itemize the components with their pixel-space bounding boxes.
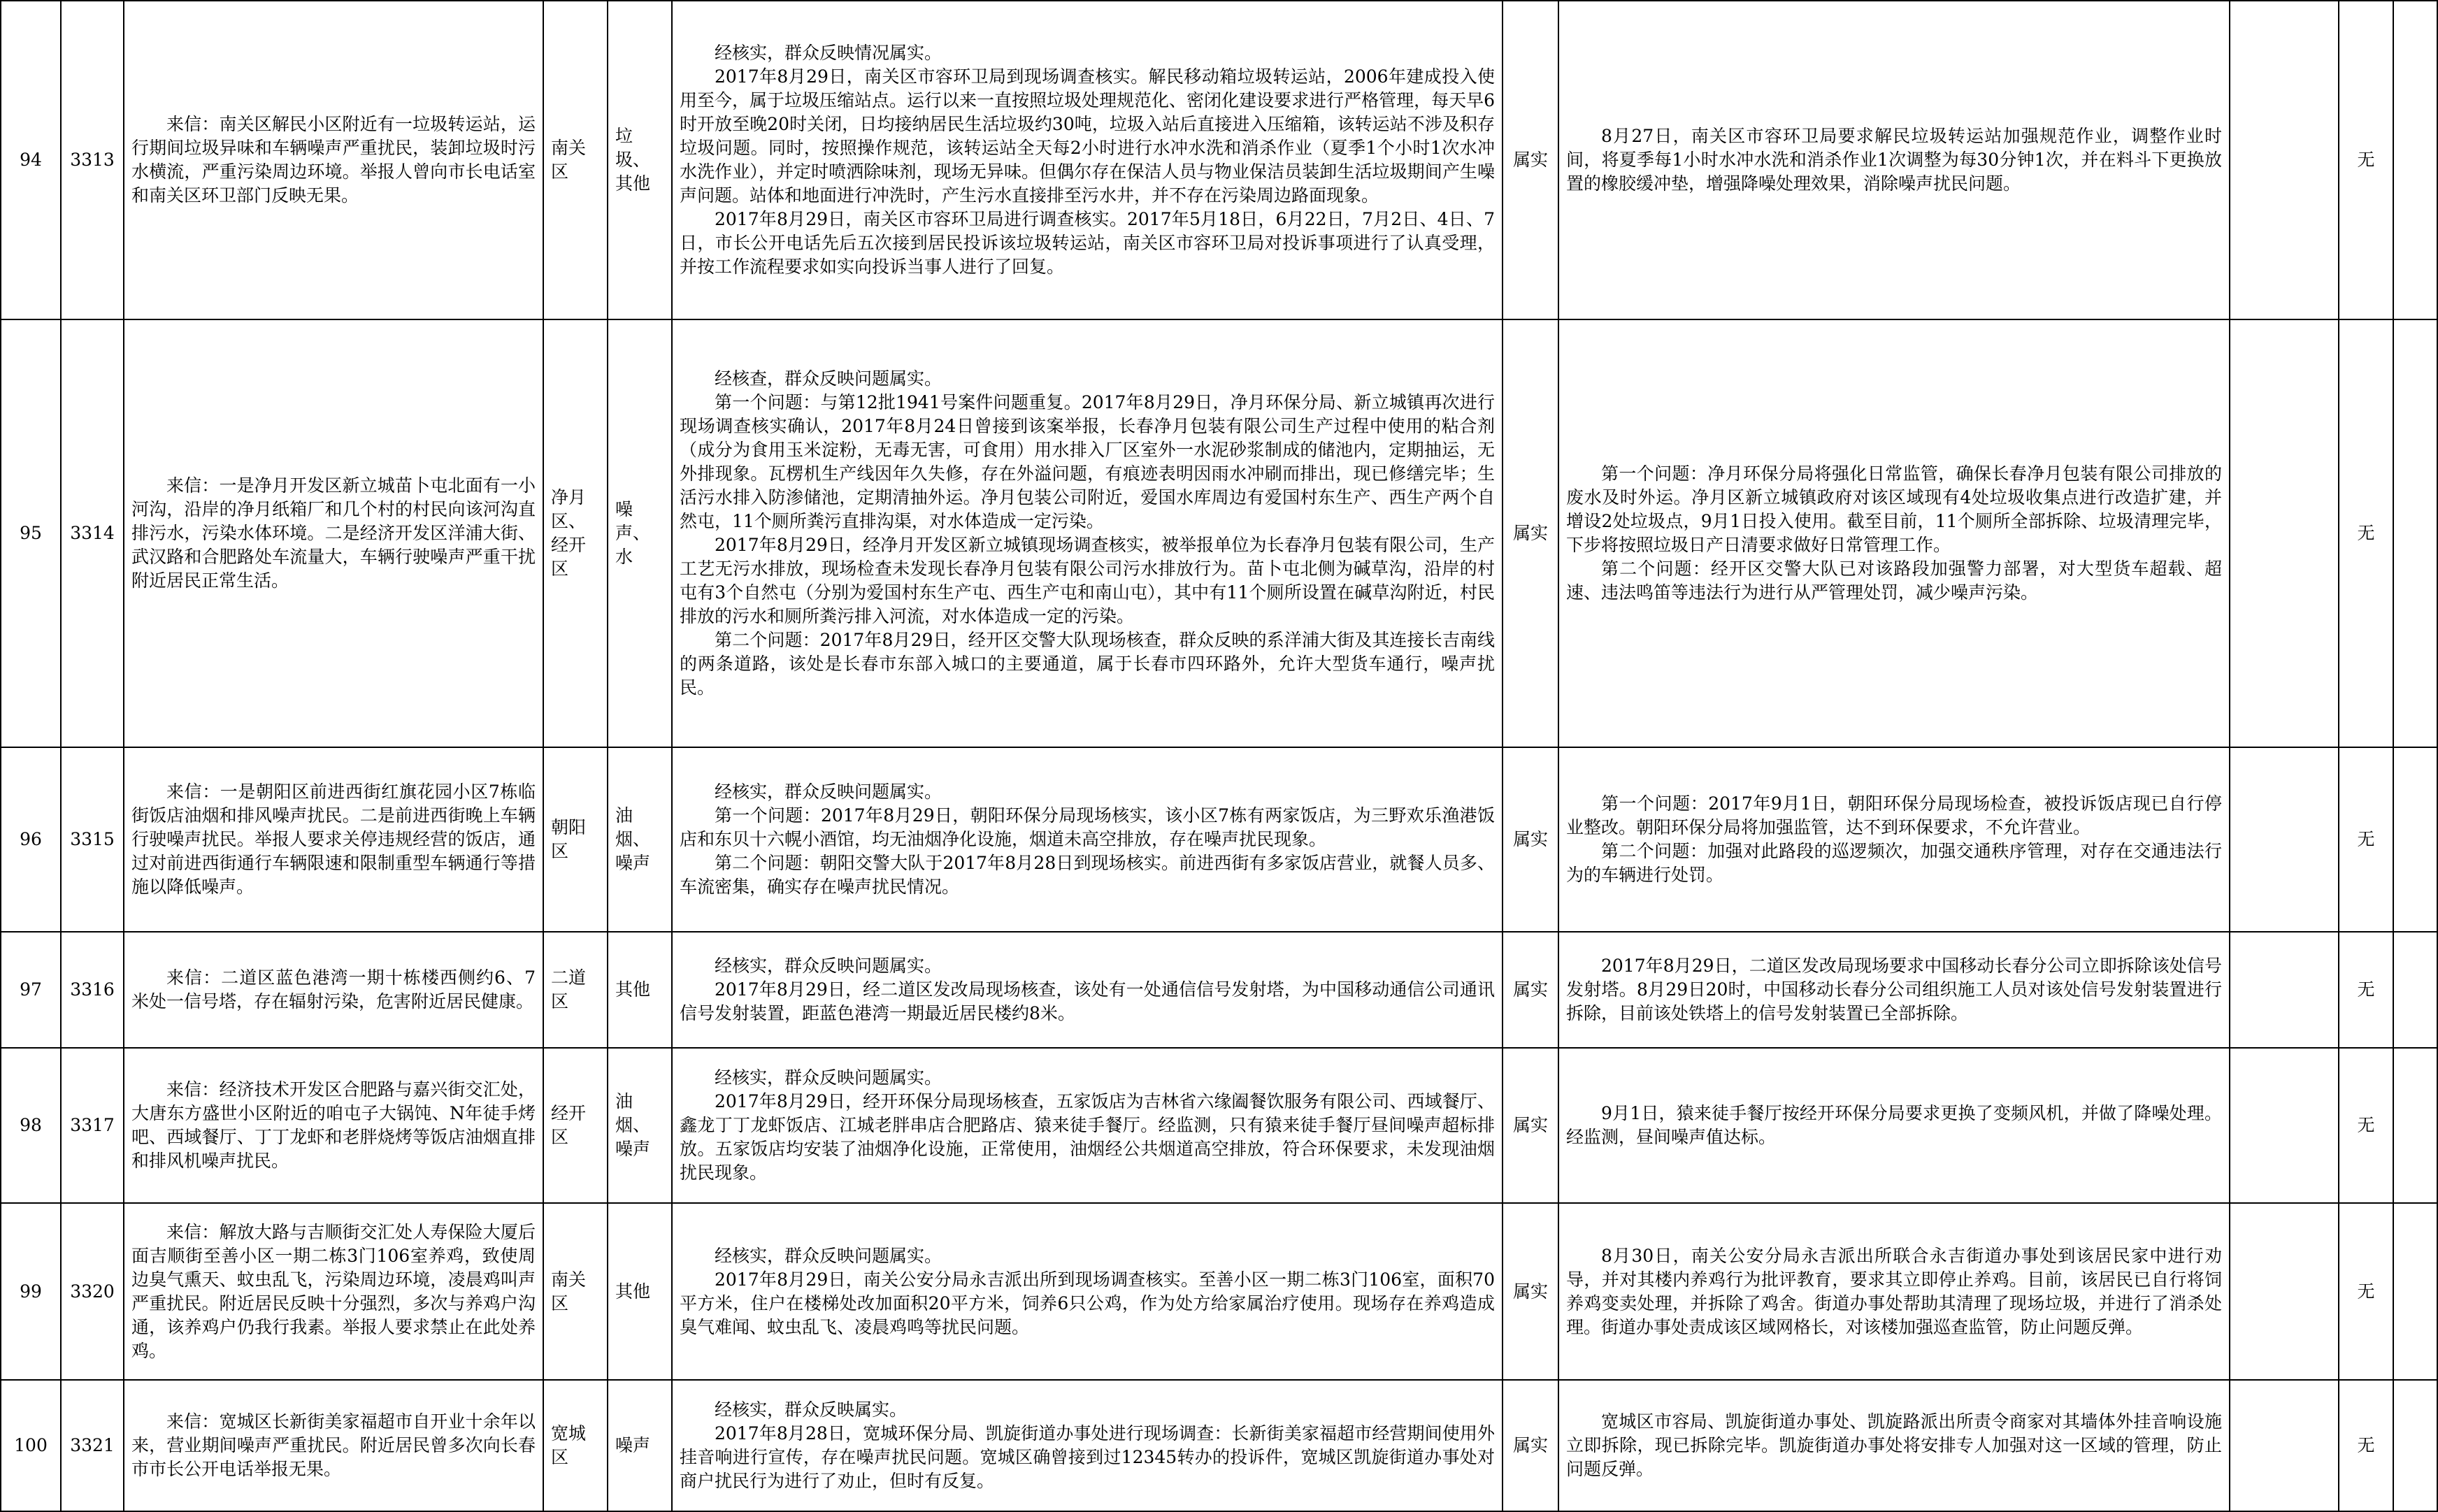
complaint-cell bbox=[124, 932, 543, 1048]
complaint-text: 来信：南关区解民小区附近有一垃圾转运站，运行期间垃圾异味和车辆噪声严重扰民，装卸垃圾时污水横流，严重污染周边环境。举报人曾向市长电话室和南关区环卫部门反映无果。 bbox=[131, 114, 536, 206]
investigation-paragraph: 经核实，群众反映情况属实。 bbox=[715, 43, 942, 63]
investigation-cell bbox=[672, 319, 1503, 747]
blank-cell bbox=[2393, 1203, 2437, 1380]
blank-cell bbox=[2230, 932, 2339, 1048]
row-number: 97 bbox=[1, 932, 61, 1048]
table-row bbox=[1, 932, 2437, 1048]
investigation-cell bbox=[672, 1203, 1503, 1380]
case-number: 3321 bbox=[61, 1380, 124, 1511]
type-cell: 油烟、噪声 bbox=[608, 1048, 672, 1203]
result-cell: 属实 bbox=[1503, 319, 1558, 747]
complaint-text: 来信：经济技术开发区合肥路与嘉兴街交汇处，大唐东方盛世小区附近的咱屯子大锅饨、N年徒手烤吧、西域餐厅、丁丁龙虾和老胖烧烤等饭店油烟直排和排风机噪声扰民。 bbox=[131, 1079, 536, 1171]
result-cell: 属实 bbox=[1503, 1, 1558, 319]
case-number: 3314 bbox=[61, 319, 124, 747]
handling-cell bbox=[1558, 1203, 2230, 1380]
district-cell: 经开区 bbox=[543, 1048, 608, 1203]
blank-cell bbox=[2230, 747, 2339, 932]
handling-cell bbox=[1558, 1048, 2230, 1203]
investigation-cell bbox=[672, 747, 1503, 932]
handling-paragraph: 8月27日，南关区市容环卫局要求解民垃圾转运站加强规范作业，调整作业时间，将夏季每1小时水冲水洗和消杀作业1次调整为每30分钟1次，并在料斗下更换放置的橡胶缓冲垫，增强降噪处理效果，消除噪声扰民问题。 bbox=[1566, 126, 2222, 194]
table-row bbox=[1, 747, 2437, 932]
blank-cell bbox=[2230, 1048, 2339, 1203]
investigation-paragraph: 经核查，群众反映问题属实。 bbox=[715, 368, 942, 389]
complaint-text: 来信：一是净月开发区新立城苗卜屯北面有一小河沟，沿岸的净月纸箱厂和几个村的村民向该河沟直排污水，污染水体环境。二是经济开发区洋浦大街、武汉路和合肥路处车流量大，车辆行驶噪声严重干扰附近居民正常生活。 bbox=[131, 475, 536, 591]
result-cell: 属实 bbox=[1503, 1203, 1558, 1380]
handling-cell bbox=[1558, 1, 2230, 319]
case-number: 3313 bbox=[61, 1, 124, 319]
investigation-cell bbox=[672, 1048, 1503, 1203]
district-cell: 二道区 bbox=[543, 932, 608, 1048]
case-number: 3315 bbox=[61, 747, 124, 932]
case-number: 3317 bbox=[61, 1048, 124, 1203]
row-number: 96 bbox=[1, 747, 61, 932]
row-number: 99 bbox=[1, 1203, 61, 1380]
investigation-paragraph: 经核实，群众反映问题属实。 bbox=[715, 956, 942, 976]
type-cell: 垃圾、其他 bbox=[608, 1, 672, 319]
blank-cell bbox=[2393, 1048, 2437, 1203]
accountability-cell: 无 bbox=[2339, 747, 2393, 932]
investigation-paragraph: 经核实，群众反映问题属实。 bbox=[715, 1245, 942, 1266]
complaint-text: 来信：解放大路与吉顺街交汇处人寿保险大厦后面吉顺街至善小区一期二栋3门106室养鸡，致使周边臭气熏天、蚊虫乱飞，污染周边环境，凌晨鸡叫声严重扰民。附近居民反映十分强烈，多次与养鸡户沟通，该养鸡户仍我行我素。举报人要求禁止在此处养鸡。 bbox=[131, 1221, 536, 1361]
accountability-cell: 无 bbox=[2339, 1, 2393, 319]
type-cell: 油烟、噪声 bbox=[608, 747, 672, 932]
accountability-cell: 无 bbox=[2339, 1048, 2393, 1203]
complaint-cell bbox=[124, 1380, 543, 1511]
accountability-cell: 无 bbox=[2339, 932, 2393, 1048]
type-cell: 其他 bbox=[608, 932, 672, 1048]
result-cell: 属实 bbox=[1503, 1048, 1558, 1203]
complaint-cell bbox=[124, 1048, 543, 1203]
handling-paragraph: 宽城区市容局、凯旋街道办事处、凯旋路派出所责令商家对其墙体外挂音响设施立即拆除，现已拆除完毕。凯旋街道办事处将安排专人加强对这一区域的管理，防止问题反弹。 bbox=[1566, 1411, 2222, 1479]
handling-paragraph: 9月1日，猿来徒手餐厅按经开环保分局要求更换了变频风机，并做了降噪处理。经监测，昼间噪声值达标。 bbox=[1566, 1103, 2222, 1147]
type-cell: 噪声、水 bbox=[608, 319, 672, 747]
investigation-paragraph: 第二个问题：朝阳交警大队于2017年8月28日到现场核实。前进西街有多家饭店营业，就餐人员多、车流密集，确实存在噪声扰民情况。 bbox=[680, 853, 1495, 897]
blank-cell bbox=[2393, 319, 2437, 747]
accountability-cell: 无 bbox=[2339, 1380, 2393, 1511]
handling-paragraph: 第一个问题：净月环保分局将强化日常监管，确保长春净月包装有限公司排放的废水及时外运。净月区新立城镇政府对该区域现有4处垃圾收集点进行改造扩建，并增设2处垃圾点，9月1日投入使用。截至目前，11个厕所全部拆除、垃圾清理完毕，下步将按照垃圾日产日清要求做好日常管理工作。 bbox=[1566, 463, 2222, 555]
handling-cell bbox=[1558, 932, 2230, 1048]
district-cell: 宽城区 bbox=[543, 1380, 608, 1511]
complaint-text: 来信：一是朝阳区前进西街红旗花园小区7栋临街饭店油烟和排风噪声扰民。二是前进西街晚上车辆行驶噪声扰民。举报人要求关停违规经营的饭店，通过对前进西街通行车辆限速和限制重型车辆通行等措施以降低噪声。 bbox=[131, 782, 536, 897]
handling-cell bbox=[1558, 1380, 2230, 1511]
investigation-cell bbox=[672, 1, 1503, 319]
investigation-paragraph: 第一个问题：2017年8月29日，朝阳环保分局现场核实，该小区7栋有两家饭店，为三野欢乐渔港饭店和东贝十六幌小酒馆，均无油烟净化设施，烟道未高空排放，存在噪声扰民现象。 bbox=[680, 805, 1495, 849]
investigation-cell bbox=[672, 1380, 1503, 1511]
table-row bbox=[1, 1048, 2437, 1203]
blank-cell bbox=[2230, 319, 2339, 747]
investigation-paragraph: 第二个问题：2017年8月29日，经开区交警大队现场核查，群众反映的系洋浦大街及其连接长吉南线的两条道路，该处是长春市东部入城口的主要通道，属于长春市四环路外，允许大型货车通行，噪声扰民。 bbox=[680, 630, 1495, 698]
table-row bbox=[1, 1203, 2437, 1380]
blank-cell bbox=[2230, 1, 2339, 319]
blank-cell bbox=[2230, 1380, 2339, 1511]
row-number: 100 bbox=[1, 1380, 61, 1511]
handling-cell bbox=[1558, 747, 2230, 932]
district-cell: 朝阳区 bbox=[543, 747, 608, 932]
row-number: 94 bbox=[1, 1, 61, 319]
investigation-paragraph: 2017年8月29日，南关区市容环卫局进行调查核实。2017年5月18日，6月22日，7月2日、4日、7日，市长公开电话先后五次接到居民投诉该垃圾转运站，南关区市容环卫局对投诉事项进行了认真受理，并按工作流程要求如实向投诉当事人进行了回复。 bbox=[680, 209, 1495, 277]
blank-cell bbox=[2230, 1203, 2339, 1380]
investigation-cell bbox=[672, 932, 1503, 1048]
result-cell: 属实 bbox=[1503, 932, 1558, 1048]
type-cell: 其他 bbox=[608, 1203, 672, 1380]
handling-paragraph: 2017年8月29日，二道区发改局现场要求中国移动长春分公司立即拆除该处信号发射塔。8月29日20时，中国移动长春分公司组织施工人员对该处信号发射装置进行拆除，目前该处铁塔上的信号发射装置已全部拆除。 bbox=[1566, 956, 2222, 1023]
investigation-paragraph: 经核实，群众反映问题属实。 bbox=[715, 782, 942, 802]
accountability-cell: 无 bbox=[2339, 1203, 2393, 1380]
investigation-paragraph: 2017年8月29日，经二道区发改局现场核查，该处有一处通信信号发射塔，为中国移动通信公司通讯信号发射装置，距蓝色港湾一期最近居民楼约8米。 bbox=[680, 979, 1495, 1023]
table-row bbox=[1, 319, 2437, 747]
district-cell: 净月区、经开区 bbox=[543, 319, 608, 747]
handling-paragraph: 8月30日，南关公安分局永吉派出所联合永吉街道办事处到该居民家中进行劝导，并对其楼内养鸡行为批评教育，要求其立即停止养鸡。目前，该居民已自行将饲养鸡变卖处理，并拆除了鸡舍。街道办事处帮助其清理了现场垃圾，并进行了消杀处理。街道办事处责成该区域网格长，对该楼加强巡查监管，防止问题反弹。 bbox=[1566, 1245, 2222, 1337]
case-number: 3320 bbox=[61, 1203, 124, 1380]
blank-cell bbox=[2393, 932, 2437, 1048]
handling-paragraph: 第二个问题：经开区交警大队已对该路段加强警力部署，对大型货车超载、超速、违法鸣笛等违法行为进行从严管理处罚，减少噪声污染。 bbox=[1566, 559, 2222, 603]
result-cell: 属实 bbox=[1503, 747, 1558, 932]
blank-cell bbox=[2393, 1380, 2437, 1511]
district-cell: 南关区 bbox=[543, 1203, 608, 1380]
type-cell: 噪声 bbox=[608, 1380, 672, 1511]
district-cell: 南关区 bbox=[543, 1, 608, 319]
accountability-cell: 无 bbox=[2339, 319, 2393, 747]
complaint-cell bbox=[124, 1203, 543, 1380]
investigation-paragraph: 2017年8月29日，南关公安分局永吉派出所到现场调查核实。至善小区一期二栋3门106室，面积70平方米，住户在楼梯处改加面积20平方米，饲养6只公鸡，作为处方给家属治疗使用。现场存在养鸡造成臭气难闻、蚊虫乱飞、凌晨鸡鸣等扰民问题。 bbox=[680, 1269, 1495, 1337]
handling-cell bbox=[1558, 319, 2230, 747]
investigation-paragraph: 2017年8月29日，南关区市容环卫局到现场调查核实。解民移动箱垃圾转运站，2006年建成投入使用至今，属于垃圾压缩站点。运行以来一直按照垃圾处理规范化、密闭化建设要求进行严格管理，每天早6时开放至晚20时关闭，日均接纳居民生活垃圾约30吨，垃圾入站后直接进入压缩箱，该转运站不涉及积存垃圾问题。同时，按照操作规范，该转运站全天每2小时进行水冲水洗和消杀作业（夏季1个小时1次水冲水洗作业），并定时喷洒除味剂，现场无异味。但偶尔存在保洁人员与物业保洁员装卸生活垃圾期间产生噪声问题。站体和地面进行冲洗时，产生污水直接排至污水井，并不存在污染周边路面现象。 bbox=[680, 66, 1495, 206]
complaint-text: 来信：二道区蓝色港湾一期十栋楼西侧约6、7米处一信号塔，存在辐射污染，危害附近居民健康。 bbox=[131, 967, 536, 1011]
investigation-paragraph: 2017年8月29日，经开环保分局现场核查，五家饭店为吉林省六缘阖餐饮服务有限公司、西域餐厅、鑫龙丁丁龙虾饭店、江城老胖串店合肥路店、猿来徒手餐厅。经监测，只有猿来徒手餐厅昼间噪声超标排放。五家饭店均安装了油烟净化设施，正常使用，油烟经公共烟道高空排放，符合环保要求，未发现油烟扰民现象。 bbox=[680, 1091, 1495, 1183]
complaint-cell bbox=[124, 747, 543, 932]
handling-paragraph: 第二个问题：加强对此路段的巡逻频次，加强交通秩序管理，对存在交通违法行为的车辆进行处罚。 bbox=[1566, 841, 2222, 885]
blank-cell bbox=[2393, 1, 2437, 319]
result-cell: 属实 bbox=[1503, 1380, 1558, 1511]
blank-cell bbox=[2393, 747, 2437, 932]
investigation-paragraph: 经核实，群众反映问题属实。 bbox=[715, 1067, 942, 1088]
row-number: 98 bbox=[1, 1048, 61, 1203]
investigation-paragraph: 经核实，群众反映属实。 bbox=[715, 1399, 908, 1420]
investigation-paragraph: 2017年8月29日，经净月开发区新立城镇现场调查核实，被举报单位为长春净月包装有限公司，生产工艺无污水排放，现场检查未发现长春净月包装有限公司污水排放行为。苗卜屯北侧为碱草沟，沿岸的村屯有3个自然屯（分别为爱国村东生产屯、西生产屯和南山屯），其中有11个厕所设置在碱草沟附近，村民排放的污水和厕所粪污排入河流，对水体造成一定的污染。 bbox=[680, 535, 1495, 626]
row-number: 95 bbox=[1, 319, 61, 747]
investigation-paragraph: 2017年8月28日，宽城环保分局、凯旋街道办事处进行现场调查：长新街美家福超市经营期间使用外挂音响进行宣传，存在噪声扰民问题。宽城区确曾接到过12345转办的投诉件，宽城区凯旋街道办事处对商户扰民行为进行了劝止，但时有反复。 bbox=[680, 1423, 1495, 1491]
table-row bbox=[1, 1, 2437, 319]
table-row bbox=[1, 1380, 2437, 1511]
handling-paragraph: 第一个问题：2017年9月1日，朝阳环保分局现场检查，被投诉饭店现已自行停业整改。朝阳环保分局将加强监管，达不到环保要求，不允许营业。 bbox=[1566, 793, 2222, 837]
complaint-cell bbox=[124, 1, 543, 319]
complaint-cell bbox=[124, 319, 543, 747]
complaint-text: 来信：宽城区长新街美家福超市自开业十余年以来，营业期间噪声严重扰民。附近居民曾多次向长春市市长公开电话举报无果。 bbox=[131, 1411, 536, 1479]
investigation-paragraph: 第一个问题：与第12批1941号案件问题重复。2017年8月29日，净月环保分局、新立城镇再次进行现场调查核实确认，2017年8月24日曾接到该案举报，长春净月包装有限公司生产过程中使用的粘合剂（成分为食用玉米淀粉，无毒无害，可食用）用水排入厂区室外一水泥砂浆制成的储池内，定期抽运，无外排现象。瓦楞机生产线因年久失修，存在外溢问题，有痕迹表明因雨水冲刷而排出，现已修缮完毕；生活污水排入防渗储池，定期清抽外运。净月包装公司附近，爱国水库周边有爱国村东生产、西生产两个自然屯，11个厕所粪污直排沟渠，对水体造成一定污染。 bbox=[680, 392, 1495, 531]
case-number: 3316 bbox=[61, 932, 124, 1048]
